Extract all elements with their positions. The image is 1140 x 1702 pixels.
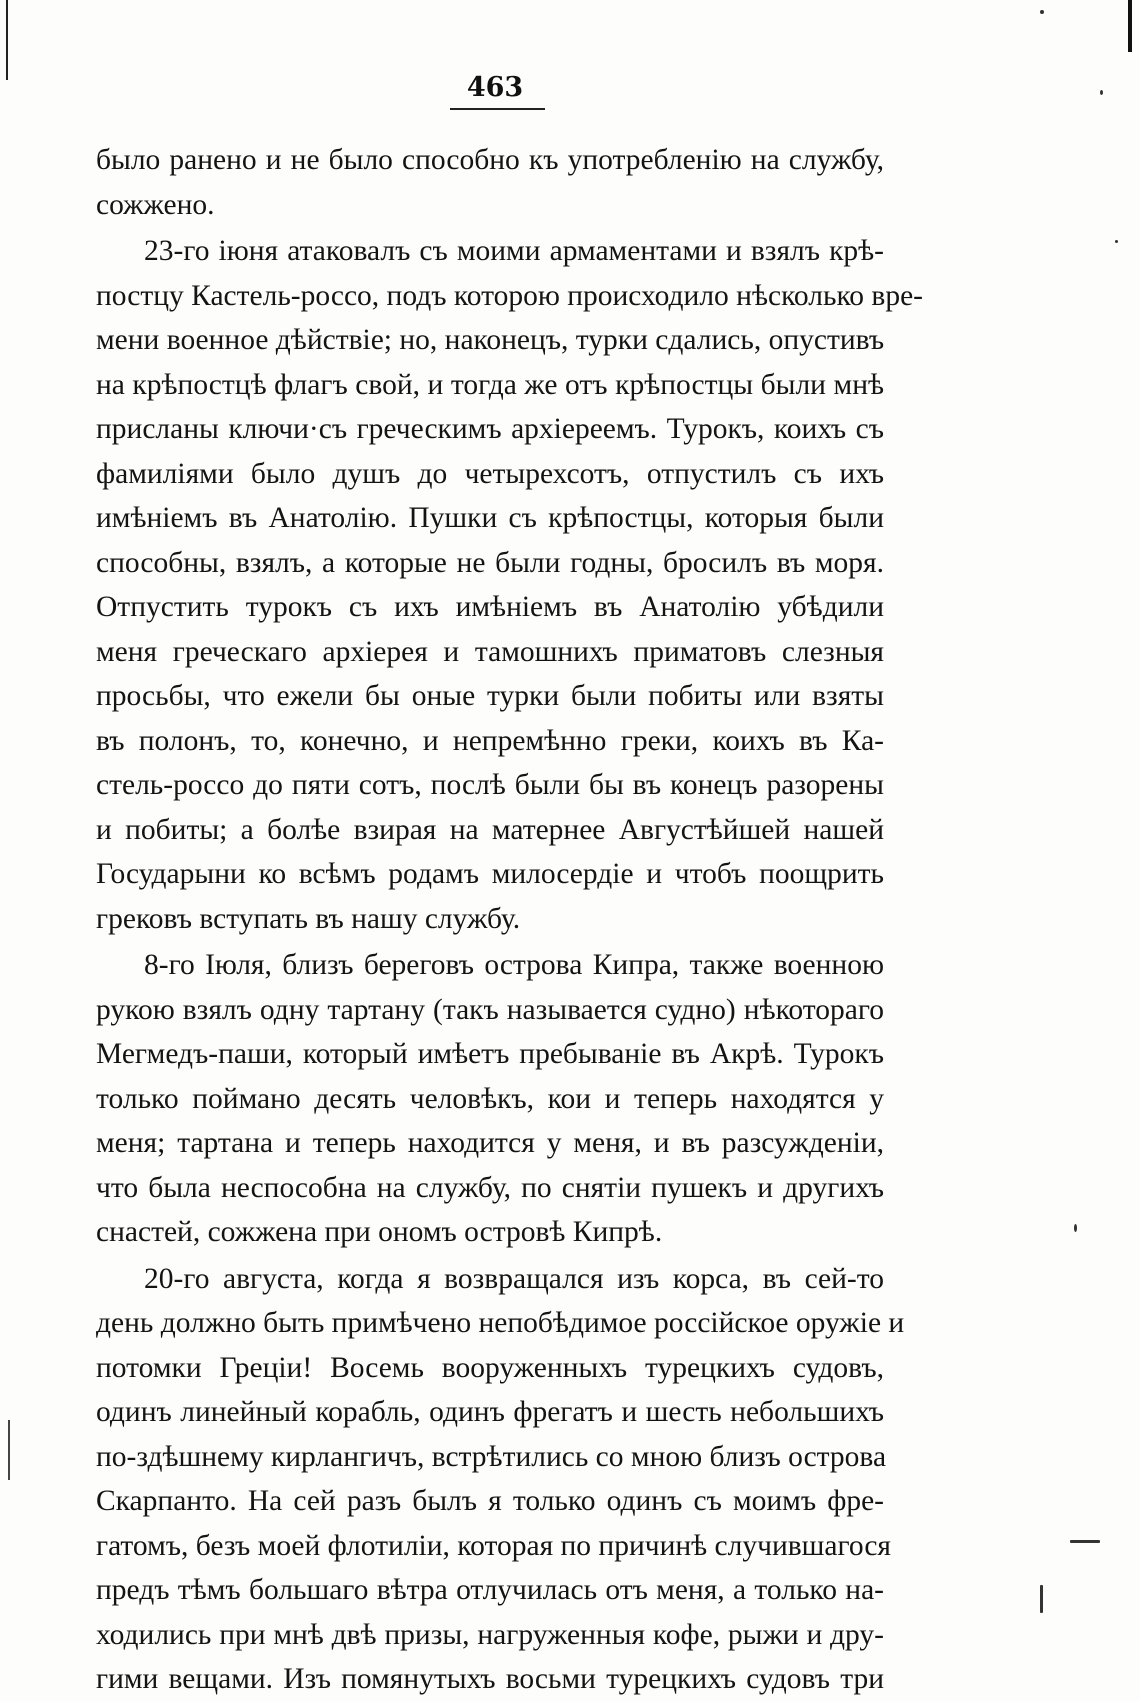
- page-number: 463: [466, 72, 524, 103]
- scan-edge-mark: [8, 1420, 10, 1480]
- text-line: и побиты; а болѣе взирая на матернее Августѣйшей нашей: [96, 813, 884, 846]
- text-line: имѣніемъ въ Анатолію. Пушки съ крѣпостцы, которыя были: [96, 502, 884, 534]
- text-line: сожжено.: [96, 188, 215, 221]
- text-line: снастей, сожжена при ономъ островѣ Кипрѣ.: [96, 1216, 663, 1248]
- text-line: день должно быть примѣчено непобѣдимое россійское оружіе и: [96, 1307, 905, 1339]
- text-line: меня греческаго архіерея и тамошнихъ приматовъ слезныя: [96, 635, 884, 668]
- text-line: гими вещами. Изъ помянутыхъ восьми турецкихъ судовъ три: [96, 1663, 884, 1695]
- scan-speck: [1074, 1224, 1077, 1232]
- text-line: Мегмедъ-паши, который имѣетъ пребываніе въ Акрѣ. Турокъ: [96, 1038, 884, 1070]
- text-line: потомки Греціи! Восемь вооруженныхъ турецкихъ судовъ,: [96, 1351, 884, 1384]
- text-line: 20-го августа, когда я возвращался изъ корса, въ сей-то: [144, 1262, 884, 1295]
- text-line: фамиліями было душъ до четырехсотъ, отпустилъ съ ихъ: [96, 457, 884, 490]
- text-line: Скарпанто. На сей разъ былъ я только одинъ съ моимъ фре-: [96, 1485, 884, 1517]
- text-line: 8-го Іюля, близъ береговъ острова Кипра, также военною: [144, 949, 884, 981]
- text-line: что была неспособна на службу, по снятіи пушекъ и другихъ: [96, 1171, 884, 1204]
- text-line: предъ тѣмъ большаго вѣтра отлучилась отъ меня, а только на-: [96, 1574, 884, 1606]
- text-line: постцу Кастель-россо, подъ которою происходило нѣсколько вре-: [96, 279, 924, 312]
- scan-speck: [1070, 1540, 1100, 1543]
- text-line: ходились при мнѣ двѣ призы, нагруженныя кофе, рыжи и дру-: [96, 1618, 884, 1651]
- text-line: меня; тартана и теперь находится у меня, и въ разсужденіи,: [96, 1127, 884, 1159]
- scan-speck: [1100, 90, 1103, 95]
- text-line: 23-го іюня атаковалъ съ моими армаментами и взялъ крѣ-: [144, 235, 884, 267]
- text-line: гатомъ, безъ моей флотиліи, которая по причинѣ случившагося: [96, 1529, 891, 1562]
- text-line: стель-россо до пяти сотъ, послѣ были бы въ конецъ разорены: [96, 769, 884, 801]
- scan-edge-mark: [1128, 0, 1132, 52]
- text-line: одинъ линейный корабль, одинъ фрегатъ и шесть небольшихъ: [96, 1396, 884, 1428]
- text-line: на крѣпостцѣ флагъ свой, и тогда же отъ крѣпостцы были мнѣ: [96, 368, 884, 401]
- text-line: Отпустить турокъ съ ихъ имѣніемъ въ Анатолію убѣдили: [96, 591, 884, 623]
- scan-speck: [1040, 1585, 1043, 1613]
- text-line: въ полонъ, то, конечно, и непремѣнно греки, коихъ въ Ка-: [96, 724, 884, 757]
- text-line: грековъ вступать въ нашу службу.: [96, 902, 521, 935]
- text-line: по-здѣшнему кирлангичъ, встрѣтились со мною близъ острова: [96, 1440, 887, 1473]
- text-line: просьбы, что ежели бы оные турки были побиты или взяты: [96, 680, 884, 712]
- text-line: присланы ключи·съ греческимъ архіереемъ. Турокъ, коихъ съ: [96, 413, 884, 445]
- page-number-rule: [450, 108, 545, 110]
- text-line: способны, взялъ, а которые не были годны, бросилъ въ моря.: [96, 546, 884, 579]
- scan-speck: [1040, 10, 1044, 14]
- scan-speck: [1115, 240, 1118, 243]
- text-line: было ранено и не было способно къ употребленію на службу,: [96, 144, 884, 176]
- text-line: мени военное дѣйствіе; но, наконецъ, турки сдались, опустивъ: [96, 324, 885, 356]
- scan-edge-mark: [6, 0, 8, 80]
- text-line: только поймано десять человѣкъ, кои и теперь находятся у: [96, 1082, 884, 1115]
- text-line: рукою взялъ одну тартану (такъ называется судно) нѣкотораго: [96, 993, 884, 1026]
- body-text: [96, 138, 924, 1702]
- text-line: Государыни ко всѣмъ родамъ милосердіе и чтобъ поощрить: [96, 858, 884, 890]
